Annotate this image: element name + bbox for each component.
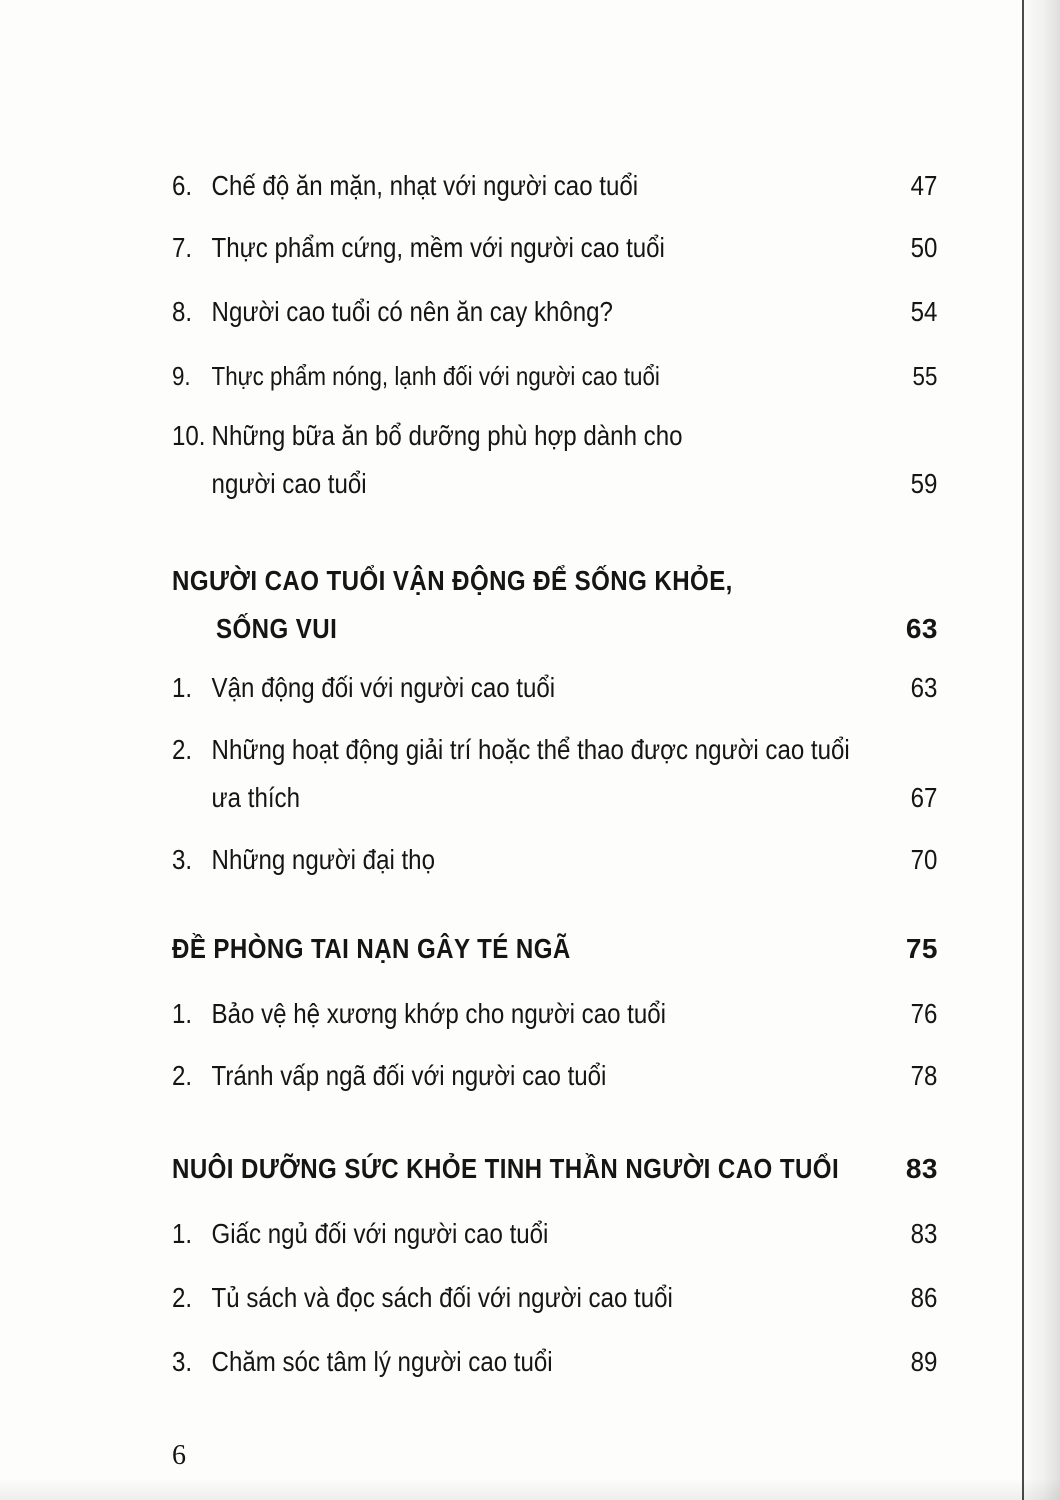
section-page: 75 <box>905 933 938 964</box>
toc-entry-number: 3. <box>172 844 193 875</box>
toc-entry-number: 2. <box>172 734 193 765</box>
toc-entry-title: Giấc ngủ đối với người cao tuổi <box>211 1218 549 1249</box>
toc-entry-title: Chế độ ăn mặn, nhạt với người cao tuổi <box>211 170 639 201</box>
toc-entry-number: 3. <box>172 1346 193 1377</box>
toc-entry-page: 78 <box>910 1060 938 1091</box>
toc-entry-page: 50 <box>910 232 938 263</box>
section-title-line2: SỐNG VUI <box>216 613 338 644</box>
toc-entry <box>172 724 938 828</box>
page-bottom-shadow <box>0 1478 1060 1500</box>
toc-entry-page: 54 <box>910 296 938 327</box>
toc-entry-number: 6. <box>172 170 193 201</box>
toc-entry-number: 7. <box>172 232 193 263</box>
toc-entry-number: 8. <box>172 296 193 327</box>
toc-entry-page: 70 <box>910 844 938 875</box>
toc-entry-page: 47 <box>910 170 938 201</box>
toc-entry-number: 1. <box>172 1218 193 1249</box>
toc-entry <box>172 410 938 514</box>
toc-entry-number: 1. <box>172 672 193 703</box>
toc-entry-page: 63 <box>910 672 938 703</box>
section-title: ĐỀ PHÒNG TAI NẠN GÂY TÉ NGÃ <box>172 933 571 964</box>
toc-entry-title: Tránh vấp ngã đối với người cao tuổi <box>211 1060 607 1091</box>
toc-entry-title: Thực phẩm nóng, lạnh đối với người cao tuổi <box>211 361 660 391</box>
toc-entry-number: 2. <box>172 1282 193 1313</box>
toc-entry-title: Chăm sóc tâm lý người cao tuổi <box>211 1346 553 1377</box>
toc-entry-number: 2. <box>172 1060 193 1091</box>
toc-entry-page: 55 <box>912 361 938 391</box>
toc-entry-title: Người cao tuổi có nên ăn cay không? <box>211 296 613 327</box>
section-page: 63 <box>905 613 938 644</box>
toc-entry-page: 86 <box>910 1282 938 1313</box>
page-edge-line <box>1022 0 1024 1500</box>
toc-entry-title: Vận động đối với người cao tuổi <box>211 672 556 703</box>
page-number: 6 <box>172 1440 186 1471</box>
toc-entry-page: 67 <box>910 782 938 813</box>
toc-entry-title: Những người đại thọ <box>211 844 435 875</box>
toc-entry-number: 9. <box>172 361 191 391</box>
toc-entry-title: Tủ sách và đọc sách đối với người cao tuổi <box>211 1282 673 1313</box>
toc-entry-title: Thực phẩm cứng, mềm với người cao tuổi <box>211 232 665 263</box>
toc-entry-page: 83 <box>910 1218 938 1249</box>
toc-entry-title: Bảo vệ hệ xương khớp cho người cao tuổi <box>211 998 667 1029</box>
toc-entry-page: 89 <box>910 1346 938 1377</box>
section-page: 83 <box>905 1153 938 1184</box>
toc-section-heading <box>172 552 938 668</box>
section-title: NUÔI DƯỠNG SỨC KHỎE TINH THẦN NGƯỜI CAO TUỔI <box>172 1153 840 1184</box>
toc-entry-page: 59 <box>910 468 938 499</box>
section-title-line1: NGƯỜI CAO TUỔI VẬN ĐỘNG ĐỂ SỐNG KHỎE, <box>172 565 733 596</box>
toc-entry-number: 1. <box>172 998 193 1029</box>
toc-entry-title-line1: Những hoạt động giải trí hoặc thể thao được người cao tuổi <box>211 734 850 765</box>
page-edge-shadow <box>1020 0 1060 1500</box>
toc-entry-title-line2: ưa thích <box>211 782 300 813</box>
toc-entry-title-line2: người cao tuổi <box>211 468 367 499</box>
toc-entry-page: 76 <box>910 998 938 1029</box>
toc-entry-title-line1: Những bữa ăn bổ dưỡng phù hợp dành cho <box>211 420 683 451</box>
toc-entry-number: 10. <box>172 420 206 451</box>
